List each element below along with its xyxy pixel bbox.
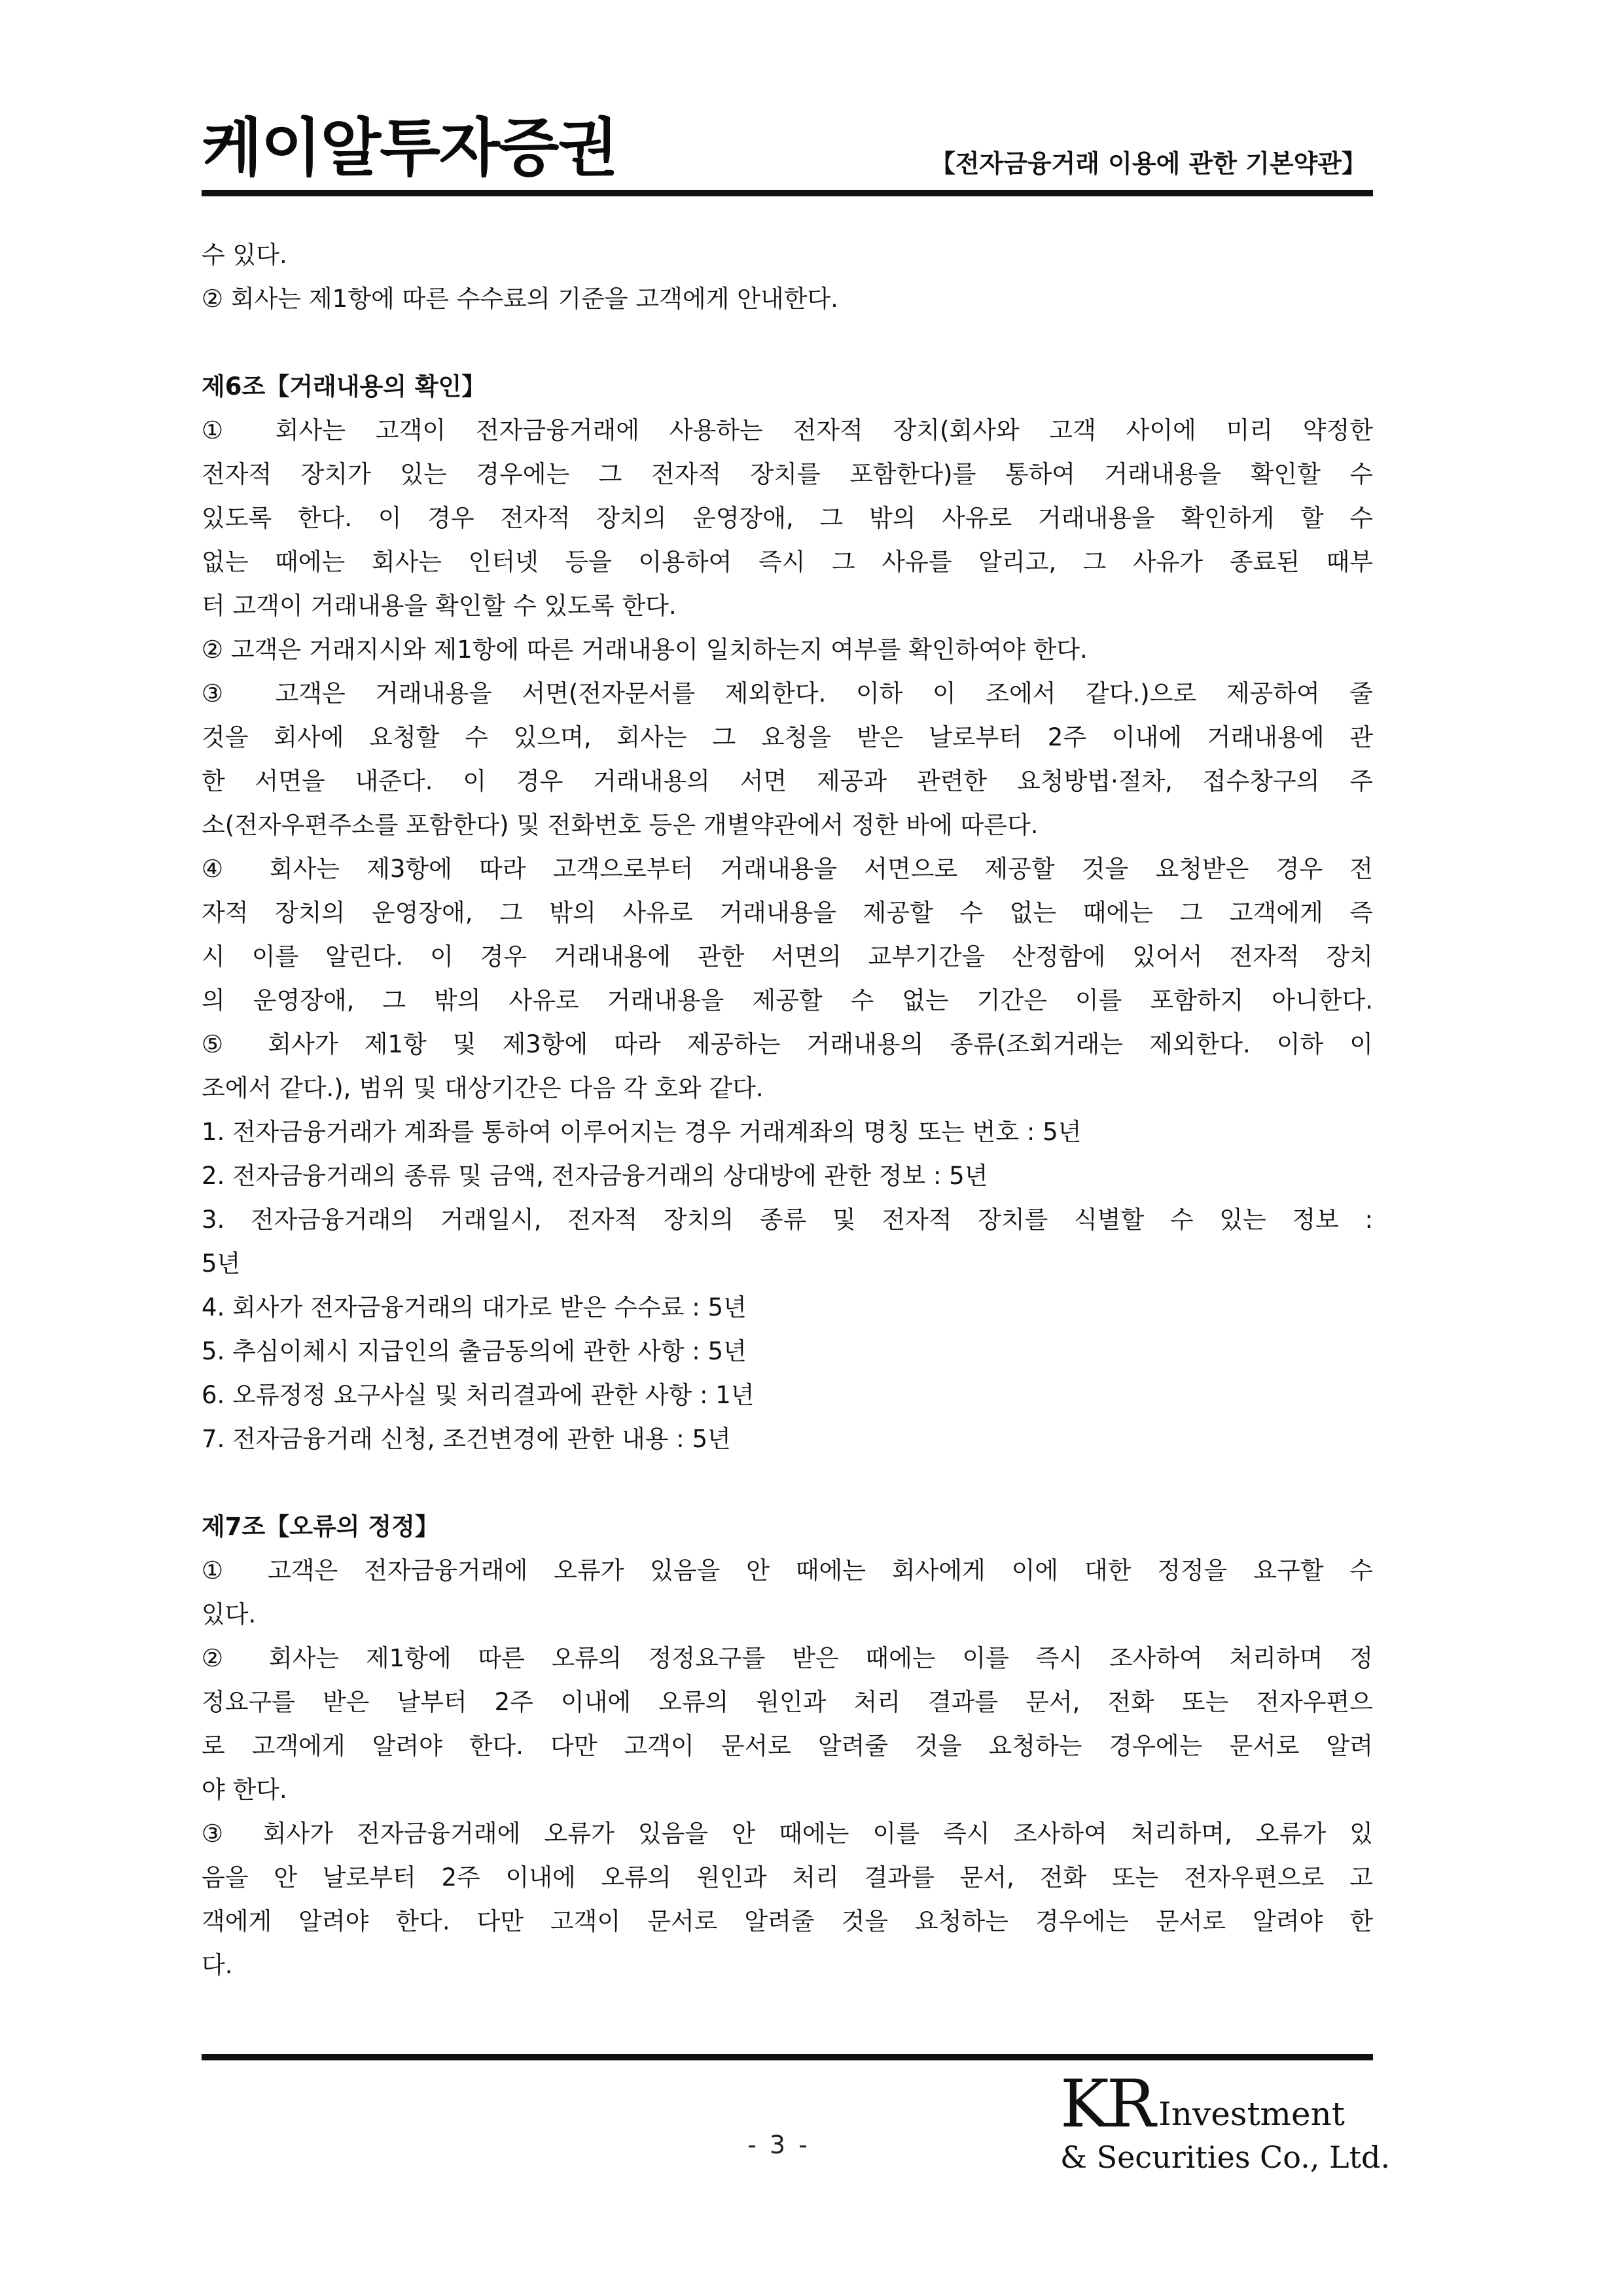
page-header — [202, 111, 1373, 185]
logo-investment-text: Investment — [1158, 2095, 1345, 2133]
logo-kr-text: KR — [1060, 2066, 1153, 2142]
text-line: 한 서면을 내준다. 이 경우 거래내용의 서면 제공과 관련한 요청방법·절차, 접수창구의 주 — [202, 767, 1373, 795]
text-line: 전자적 장치가 있는 경우에는 그 전자적 장치를 포함한다)를 통하여 거래내용을 확인할 수 — [202, 460, 1373, 488]
page-number: - 3 - — [747, 2130, 810, 2159]
text-line: 야 한다. — [202, 1776, 287, 1804]
text-line: ① 회사는 고객이 전자금융거래에 사용하는 전자적 장치(회사와 고객 사이에 미리 약정한 — [202, 416, 1373, 444]
text-line: 5. 추심이체시 지급인의 출금동의에 관한 사항 : 5년 — [202, 1337, 747, 1365]
text-line: 다. — [202, 1951, 233, 1979]
document-title: 【전자금융거래 이용에 관한 기본약관】 — [930, 149, 1366, 178]
text-line: 5년 — [202, 1249, 241, 1278]
text-line: 의 운영장애, 그 밖의 사유로 거래내용을 제공할 수 없는 기간은 이를 포함하지 아니한다. — [202, 986, 1373, 1014]
text-line: ③ 회사가 전자금융거래에 오류가 있음을 안 때에는 이를 즉시 조사하여 처리하며, 오류가 있 — [202, 1820, 1373, 1848]
text-line: 있도록 한다. 이 경우 전자적 장치의 운영장애, 그 밖의 사유로 거래내용을 확인하게 할 수 — [202, 504, 1373, 532]
text-line: 있다. — [202, 1600, 257, 1628]
text-line: 1. 전자금융거래가 계좌를 통하여 이루어지는 경우 거래계좌의 명칭 또는 번호 : 5년 — [202, 1118, 1082, 1146]
company-logo — [1060, 2066, 1391, 2179]
text-line: ② 회사는 제1항에 따른 수수료의 기준을 고객에게 안내한다. — [202, 285, 838, 313]
text-line: 터 고객이 거래내용을 확인할 수 있도록 한다. — [202, 592, 677, 620]
text-line: 6. 오류정정 요구사실 및 처리결과에 관한 사항 : 1년 — [202, 1381, 755, 1409]
text-line: ③ 고객은 거래내용을 서면(전자문서를 제외한다. 이하 이 조에서 같다.)으로 제공하여 줄 — [202, 679, 1373, 708]
footer-divider — [202, 2054, 1373, 2060]
text-line: ⑤ 회사가 제1항 및 제3항에 따라 제공하는 거래내용의 종류(조회거래는 제외한다. 이하 이 — [202, 1030, 1373, 1058]
paragraph-gap — [202, 321, 1373, 365]
logo-securities-text: & Securities Co., Ltd. — [1060, 2140, 1391, 2175]
text-line: 시 이를 알린다. 이 경우 거래내용에 관한 서면의 교부기간을 산정함에 있어서 전자적 장치 — [202, 942, 1373, 971]
text-line: ① 고객은 전자금융거래에 오류가 있음을 안 때에는 회사에게 이에 대한 정정을 요구할 수 — [202, 1556, 1373, 1585]
text-line: ② 회사는 제1항에 따른 오류의 정정요구를 받은 때에는 이를 즉시 조사하여 처리하며 정 — [202, 1644, 1373, 1672]
text-line: 로 고객에게 알려야 한다. 다만 고객이 문서로 알려줄 것을 요청하는 경우에는 문서로 알려 — [202, 1732, 1373, 1760]
text-line: 3. 전자금융거래의 거래일시, 전자적 장치의 종류 및 전자적 장치를 식별할 수 있는 정보 : — [202, 1206, 1373, 1234]
header-divider — [202, 190, 1373, 196]
text-line: 소(전자우편주소를 포함한다) 및 전화번호 등은 개별약관에서 정한 바에 따른다. — [202, 811, 1039, 839]
text-line: 정요구를 받은 날부터 2주 이내에 오류의 원인과 처리 결과를 문서, 전화 또는 전자우편으 — [202, 1688, 1373, 1716]
text-line: ② 고객은 거래지시와 제1항에 따른 거래내용이 일치하는지 여부를 확인하여야 한다. — [202, 636, 1088, 664]
article-heading: 제6조【거래내용의 확인】 — [202, 372, 486, 401]
text-line: 조에서 같다.), 범위 및 대상기간은 다음 각 호와 같다. — [202, 1074, 764, 1102]
text-line: 7. 전자금융거래 신청, 조건변경에 관한 내용 : 5년 — [202, 1425, 731, 1453]
text-line: 자적 장치의 운영장애, 그 밖의 사유로 거래내용을 제공할 수 없는 때에는 그 고객에게 즉 — [202, 899, 1373, 927]
brand-logo-text: 케이알투자증권 — [202, 111, 618, 185]
text-line: 없는 때에는 회사는 인터넷 등을 이용하여 즉시 그 사유를 알리고, 그 사유가 종료된 때부 — [202, 548, 1373, 576]
text-line: 4. 회사가 전자금융거래의 대가로 받은 수수료 : 5년 — [202, 1293, 747, 1321]
paragraph-gap — [202, 1461, 1373, 1505]
document-body — [202, 233, 1373, 1987]
article-heading: 제7조【오류의 정정】 — [202, 1513, 439, 1541]
text-line: 객에게 알려야 한다. 다만 고객이 문서로 알려줄 것을 요청하는 경우에는 문서로 알려야 한 — [202, 1907, 1373, 1935]
text-line: 2. 전자금융거래의 종류 및 금액, 전자금융거래의 상대방에 관한 정보 : 5년 — [202, 1162, 988, 1190]
text-line: 것을 회사에 요청할 수 있으며, 회사는 그 요청을 받은 날로부터 2주 이내에 거래내용에 관 — [202, 723, 1373, 751]
text-line: 음을 안 날로부터 2주 이내에 오류의 원인과 처리 결과를 문서, 전화 또는 전자우편으로 고 — [202, 1863, 1373, 1892]
text-line: ④ 회사는 제3항에 따라 고객으로부터 거래내용을 서면으로 제공할 것을 요청받은 경우 전 — [202, 855, 1373, 883]
text-line: 수 있다. — [202, 241, 287, 269]
